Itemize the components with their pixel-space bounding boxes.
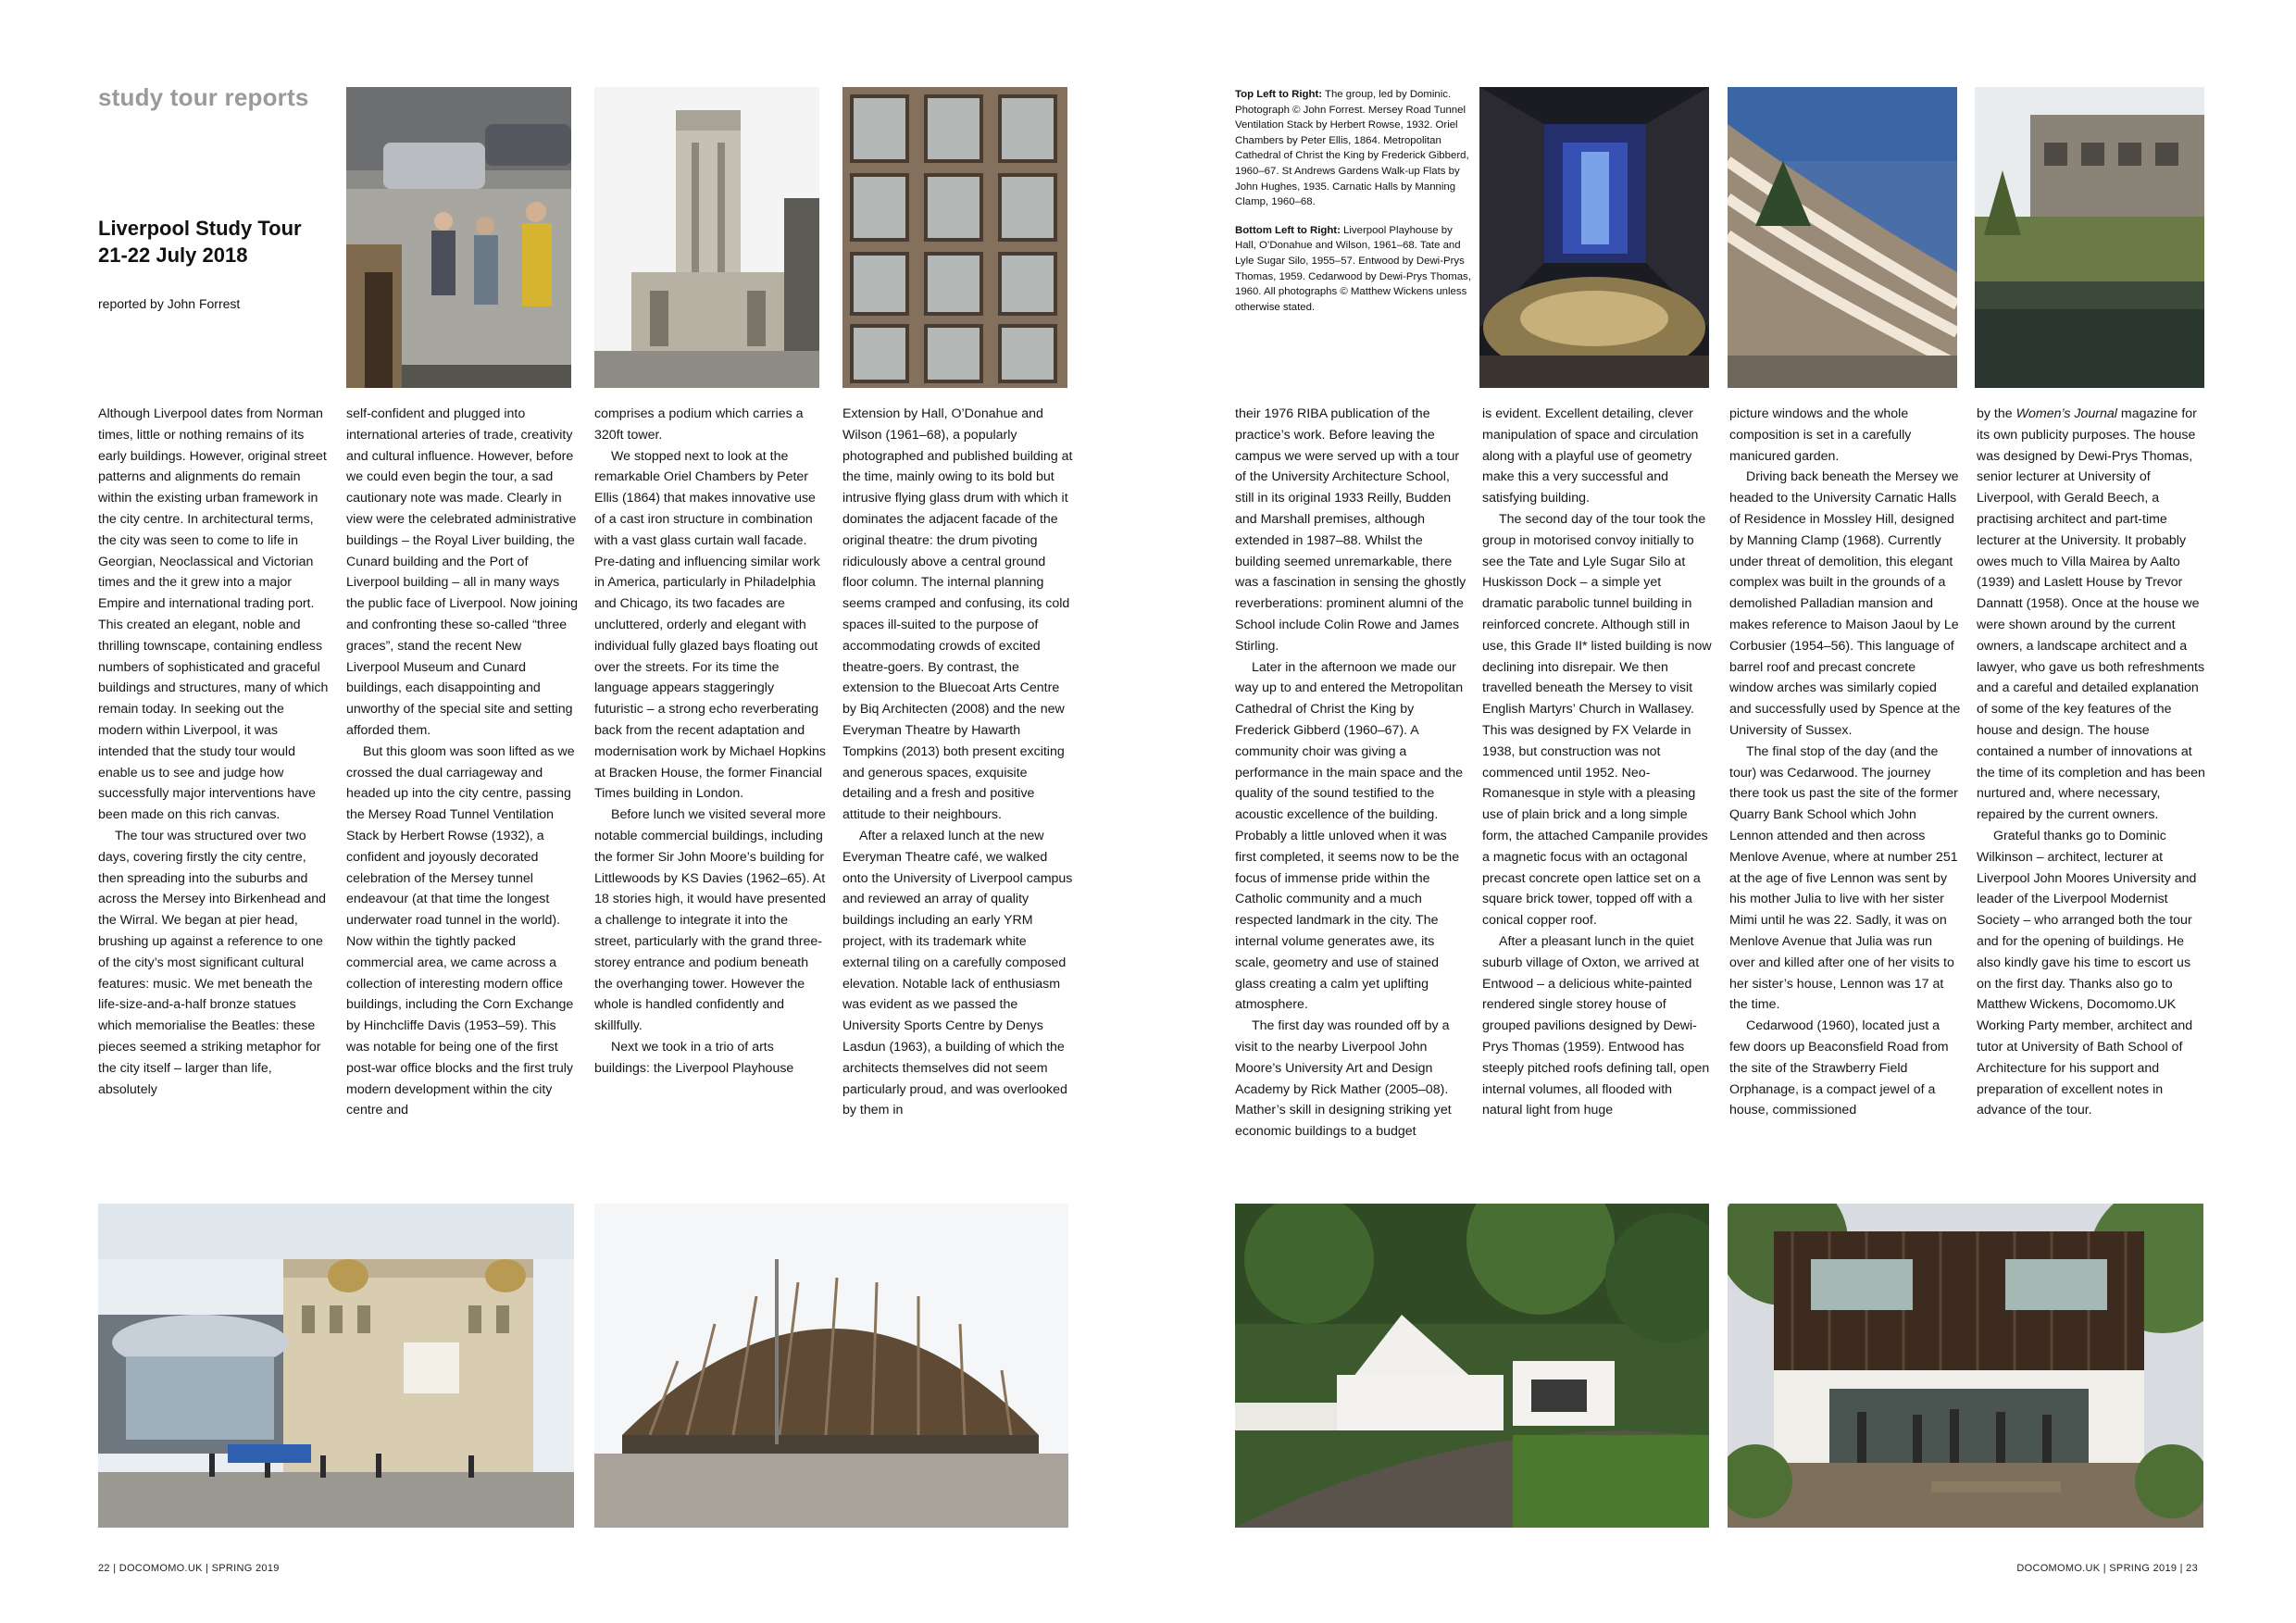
paragraph: But this gloom was soon lifted as we crossed the dual carriageway and headed up into the city centre, passing the Mersey Road Tunnel Ventilation Stack by Herbert Rowse (1932), a confident and joyously decorated celebration of the Mersey tunnel endeavour (at that time the longest underwater road tunnel in the world). Now within the tightly packed commercial area, we came across a collection of interesting modern office buildings, including the Corn Exchange by Hinchcliffe Davis (1953–59). This was notable for being one of the first post-war office blocks and the first truly modern development within the city centre and (346, 743, 575, 1118)
photo-carnatic-halls (1975, 87, 2204, 388)
text-column-8 (1977, 404, 2208, 1121)
photo-group-street (346, 87, 571, 388)
caption-bottom (1235, 223, 1474, 316)
caption-top-heading: Top Left to Right: (1235, 89, 1323, 100)
paragraph (1977, 404, 2208, 826)
photo-tate-lyle-silo (594, 1204, 1068, 1528)
photo-metropolitan-cathedral (1479, 87, 1709, 388)
photo-ventilation-stack (594, 87, 819, 388)
article-title (98, 215, 302, 268)
photo-oriel-chambers (842, 87, 1067, 388)
footer-right: DOCOMOMO.UK | SPRING 2019 | 23 (2016, 1563, 2198, 1574)
paragraph: Although Liverpool dates from Norman times, little or nothing remains of its early buildings. However, original street patterns and alignments do remain within the existing urban framework in the city centre. In architectural terms, the city was seen to come to life in Georgian, Neoclassical and Victorian times and the it grew into a major Empire and international trading port. This created an elegant, noble and thrilling townscape, containing endless numbers of sophisticated and graceful buildings and structures, many of which remain today. In seeking out the modern within Liverpool, it was intended that the study tour would enable us to see and judge how successfully major interventions have been made on this rich canvas. (98, 406, 329, 823)
paragraph: Driving back beneath the Mersey we headed to the University Carnatic Halls of Residence in Mossley Hill, designed by Manning Clamp (1968). Currently under threat of demolition, this elegant complex was built in the grounds of a demolished Palladian mansion and makes reference to Maison Jaoul by Le Corbusier (1954–56). This language of barrel roof and precast concrete window arches was similarly copied and successfully used by Spence at the University of Sussex. (1729, 469, 1961, 738)
footer-left: 22 | DOCOMOMO.UK | SPRING 2019 (98, 1563, 280, 1574)
photo-liverpool-playhouse (98, 1204, 574, 1528)
caption-top-text: The group, led by Dominic. Photograph © John Forrest. Mersey Road Tunnel Ventilation Stack by Herbert Rowse, 1932. Oriel Chambers by Peter Ellis, 1864. Metropolitan Cathedral of Christ the King by Frederick Gibberd, 1960–67. St Andrews Gardens Walk-up Flats by John Hughes, 1935. Carnatic Halls by Manning Clamp, 1960–68. (1235, 89, 1469, 208)
photo-captions (1235, 87, 1474, 328)
photo-entwood (1235, 1204, 1709, 1528)
title-line-1: Liverpool Study Tour (98, 217, 302, 240)
text-column-1 (98, 404, 330, 1100)
caption-top (1235, 87, 1474, 210)
paragraph: self-confident and plugged into international arteries of trade, creativity and cultural influence. However, before we could even begin the tour, a sad cautionary note was made. Clearly in view were the celebrated administrative buildings – the Royal Liver building, the Cunard building and the Port of Liverpool building – all in many ways the public face of Liverpool. Now joining and confronting these so-called “three graces”, stand the recent New Liverpool Museum and Cunard buildings, each disappointing and unworthy of the special site and setting afforded them. (346, 406, 579, 738)
section-label: study tour reports (98, 83, 309, 111)
paragraph: The final stop of the day (and the tour) was Cedarwood. The journey there took us past the site of the former Quarry Bank School which John Lennon attended and then across Menlove Avenue, where at number 251 at the age of five Lennon was sent by his mother Julia to live with her sister Mimi until he was 22. Sadly, it was on Menlove Avenue that Julia was run over and killed after one of her visits to her sister’s house, Lennon was 17 at the time. (1729, 743, 1958, 1013)
paragraph: The tour was structured over two days, covering firstly the city centre, then spreading into the suburbs and across the Mersey into Birkenhead and the Wirral. We began at pier head, brushing up against a reference to one of the city’s most significant cultural features: music. We met beneath the life-size-and-a-half bronze statues which memorialise the Beatles: these pieces seemed a striking metaphor for the city itself – larger than life, absolutely (98, 828, 327, 1097)
caption-bottom-text: Liverpool Playhouse by Hall, O’Donahue and Wilson, 1961–68. Tate and Lyle Sugar Silo, 1955–57. Entwood by Dewi-Prys Thomas, 1959. Cedarwood by Dewi-Prys Thomas, 1960. All photographs © Matthew Wickens unless otherwise stated. (1235, 224, 1471, 313)
caption-bottom-heading: Bottom Left to Right: (1235, 224, 1341, 236)
paragraph: Cedarwood (1960), located just a few doors up Beaconsfield Road from the site of the Strawberry Field Orphanage, is a compact jewel of a house, commissioned (1729, 1018, 1949, 1118)
paragraph: comprises a podium which carries a 320ft tower. (594, 406, 804, 443)
paragraph: Grateful thanks go to Dominic Wilkinson – architect, lecturer at Liverpool John Moores University and leader of the Liverpool Modernist Society – who arranged both the tour and for the opening of buildings. He also kindly gave his time to escort us on the first day. Thanks also go to Matthew Wickens, Docomomo.UK Working Party member, architect and tutor at University of Bath School of Architecture for his support and preparation of excellent notes in advance of the tour. (1977, 828, 2197, 1118)
paragraph: Before lunch we visited several more notable commercial buildings, including the former Sir John Moore’s building for Littlewoods by KS Davies (1962–65). At 18 stories high, it would have presented a challenge to integrate it into the street, particularly with the grand three-storey entrance and podium beneath the overhanging tower. However the whole is handled confidently and skillfully. (594, 807, 827, 1034)
paragraph: The first day was rounded off by a visit to the nearby Liverpool John Moore’s University Art and Design Academy by Rick Mather (2005–08). Mather’s skill in designing striking yet economic buildings to a budget (1235, 1018, 1452, 1140)
paragraph: is evident. Excellent detailing, clever manipulation of space and circulation along with a playful use of geometry make this a very successful and satisfying building. (1482, 406, 1699, 506)
byline: reported by John Forrest (98, 296, 241, 311)
photo-cedarwood (1728, 1204, 2203, 1528)
text-column-5 (1235, 404, 1466, 1142)
paragraph: Next we took in a trio of arts buildings: the Liverpool Playhouse (594, 1039, 794, 1076)
paragraph: picture windows and the whole composition is set in a carefully manicured garden. (1729, 406, 1912, 464)
paragraph: Later in the afternoon we made our way up to and entered the Metropolitan Cathedral of Christ the King by Frederick Gibberd (1960–67). A community choir was giving a performance in the main space and the quality of the sound testified to the acoustic excellence of the building. Probably a little unloved when it was first completed, it seems now to be the focus of immense pride within the Catholic community and a much respected landmark in the city. The internal volume generates awe, its scale, geometry and use of stained glass creating a calm yet uplifting atmosphere. (1235, 659, 1464, 1013)
paragraph: We stopped next to look at the remarkable Oriel Chambers by Peter Ellis (1864) that makes innovative use of a cast iron structure in combination with a vast glass curtain wall facade. Pre-dating and influencing similar work in America, particularly in Philadelphia and Chicago, its two facades are uncluttered, orderly and elegant with individual fully glazed bays floating out over the streets. For its time the language appears staggeringly futuristic – a strong echo reverberating back from the recent adaptation and modernisation work by Michael Hopkins at Bracken House, the former Financial Times building in London. (594, 448, 826, 802)
title-line-2: 21-22 July 2018 (98, 243, 248, 267)
paragraph: The second day of the tour took the group in motorised convoy initially to see the Tate and Lyle Sugar Silo at Huskisson Dock – a simple yet dramatic parabolic tunnel building in reinforced concrete. Although still in use, this Grade II* listed building is now declining into disrepair. We then travelled beneath the Mersey to visit English Martyrs’ Church in Wallasey. This was designed by FX Velarde in 1938, but construction was not commenced until 1952. Neo-Romanesque in style with a pleasing use of plain brick and a long simple form, the attached Campanile provides a magnetic focus with an octagonal precast concrete open lattice set on a square brick tower, topped off with a conical copper roof. (1482, 511, 1712, 929)
text-column-6 (1482, 404, 1714, 1121)
paragraph: After a relaxed lunch at the new Everyman Theatre café, we walked onto the University of Liverpool campus and reviewed an array of quality buildings including an early YRM project, with its trademark white external tiling on a carefully composed elevation. Notable lack of enthusiasm was evident as we passed the University Sports Centre by Denys Lasdun (1963), a building of which the architects themselves did not seem particularly proud, and was overlooked by them in (842, 828, 1073, 1118)
paragraph-fragment: by the (1977, 406, 2016, 421)
text-column-7 (1729, 404, 1961, 1121)
photo-st-andrews-gardens (1728, 87, 1957, 388)
paragraph: Extension by Hall, O’Donahue and Wilson (1961–68), a popularly photographed and published building at the time, mainly owing to its bold but intrusive flying glass drum with which it dominates the adjacent facade of the original theatre: the drum pivoting ridiculously above a central ground floor column. The internal planning seems cramped and confusing, its cold spaces ill-suited to the purpose of accommodating crowds of excited theatre-goers. By contrast, the extension to the Bluecoat Arts Centre by Biq Architecten (2008) and the new Everyman Theatre by Hawarth Tompkins (2013) both present exciting and generous spaces, exquisite detailing and a fresh and positive attitude to their neighbours. (842, 406, 1073, 823)
publication-title: Women’s Journal (2015, 406, 2117, 421)
paragraph: their 1976 RIBA publication of the practice’s work. Before leaving the campus we were served up with a tour of the University Architecture School, still in its original 1933 Reilly, Budden and Marshall premises, although extended in 1987–88. Whilst the building seemed unremarkable, there was a fascination in sensing the ghostly reverberations: prominent alumni of the School include Colin Rowe and James Stirling. (1235, 406, 1466, 654)
text-column-4 (842, 404, 1074, 1121)
paragraph: After a pleasant lunch in the quiet suburb village of Oxton, we arrived at Entwood – a delicious white-painted rendered single storey house of grouped pavilions designed by Dewi-Prys Thomas (1959). Entwood has steeply pitched roofs defining tall, open internal volumes, all flooded with natural light from huge (1482, 933, 1710, 1118)
text-column-3 (594, 404, 826, 1080)
paragraph-fragment: magazine for its own publicity purposes. The house was designed by Dewi-Prys Thomas, senior lecturer at University of Liverpool, with Gerald Beech, a practising architect and part-time lecturer at the University. It probably owes much to Villa Mairea by Aalto (1939) and Laslett House by Trevor Dannatt (1958). Once at the house we were shown around by the current owners, a landscape architect and a lawyer, who gave us both refreshments and a careful and detailed explanation of some of the key features of the house and design. The house contained a number of innovations at the time of its completion and has been nurtured and, where necessary, repaired by the current owners. (1977, 406, 2205, 823)
text-column-2 (346, 404, 578, 1121)
